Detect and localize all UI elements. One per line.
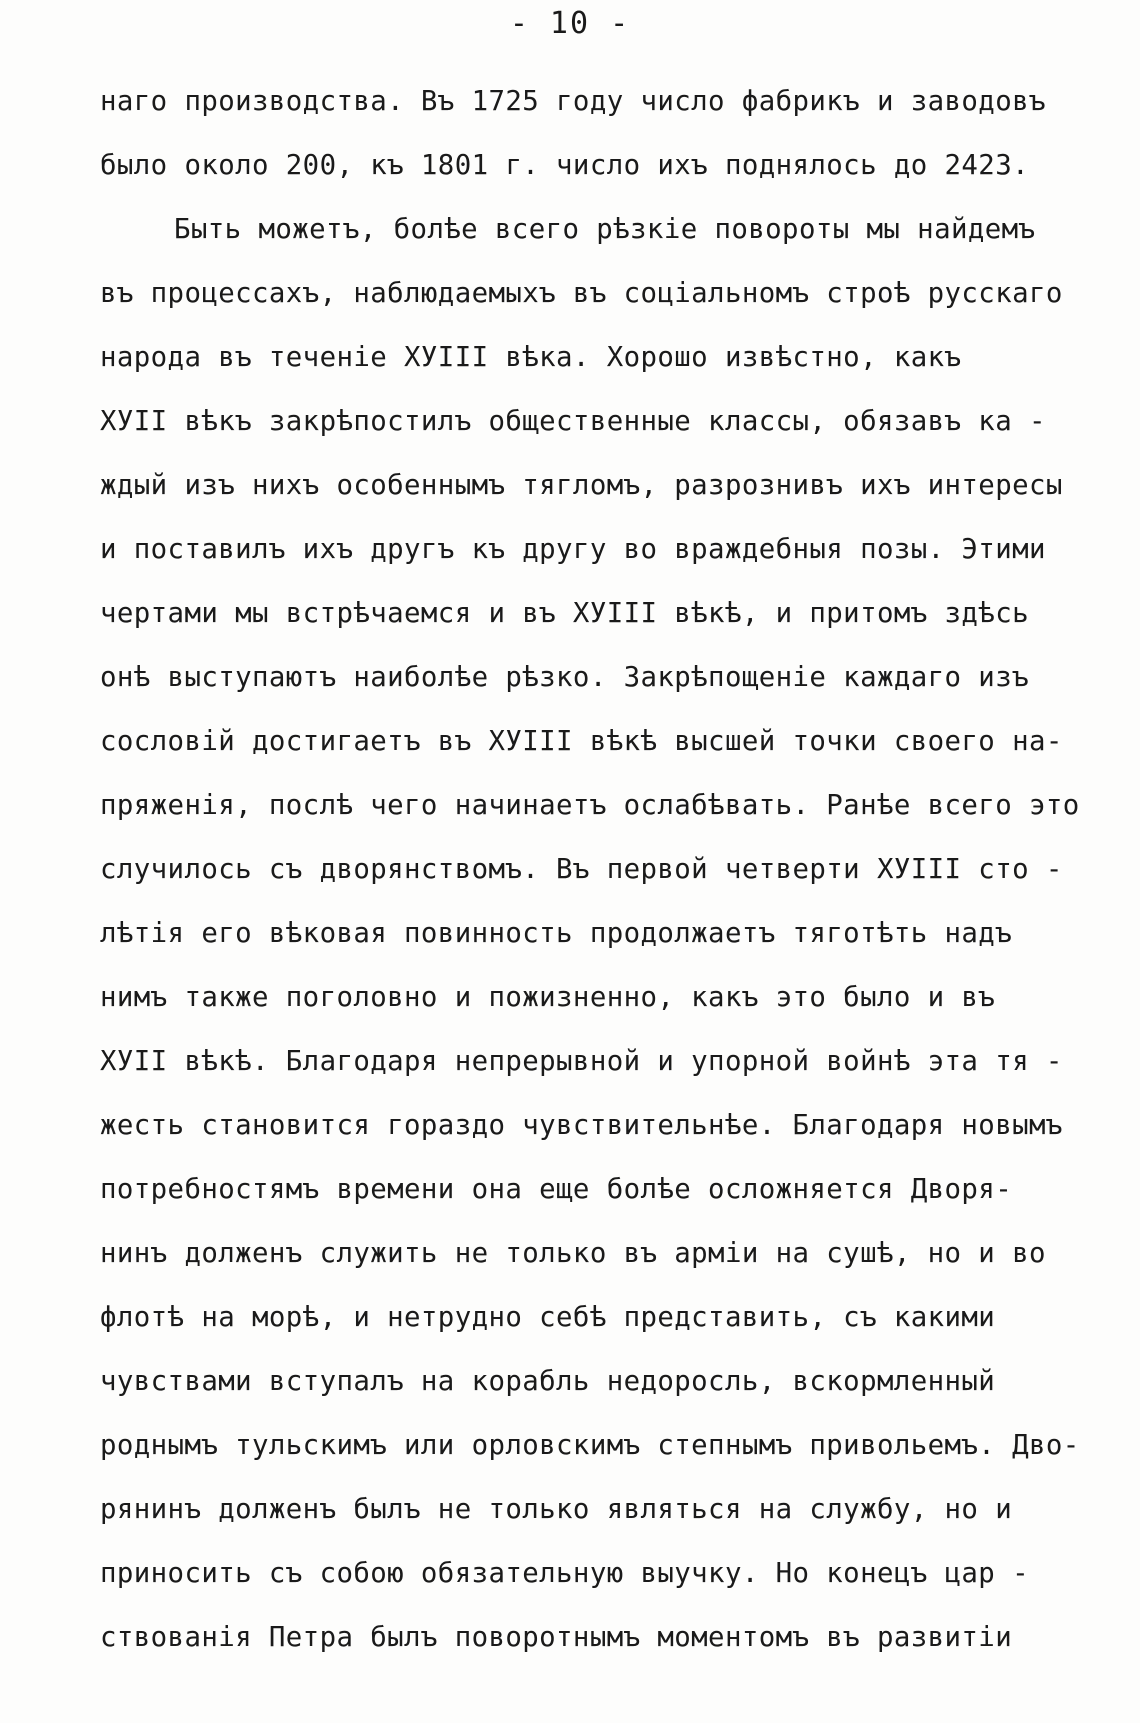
text-line: флотѣ на морѣ, и нетрудно себѣ представить, съ какими bbox=[100, 1302, 996, 1333]
text-line: ствованія Петра былъ поворотнымъ моментомъ въ развитіи bbox=[100, 1622, 1013, 1653]
text-line: рянинъ долженъ былъ не только являться на службу, но и bbox=[100, 1494, 1013, 1525]
text-line: роднымъ тульскимъ или орловскимъ степнымъ привольемъ. Дво- bbox=[100, 1430, 1080, 1461]
text-line: сословій достигаетъ въ ХУІІІ вѣкѣ высшей точки своего на- bbox=[100, 726, 1063, 757]
text-line: лѣтія его вѣковая повинность продолжаетъ тяготѣть надъ bbox=[100, 918, 1013, 949]
text-line: нимъ также поголовно и пожизненно, какъ это было и въ bbox=[100, 982, 996, 1013]
text-line: онѣ выступаютъ наиболѣе рѣзко. Закрѣпощеніе каждаго изъ bbox=[100, 662, 1029, 693]
text-line: случилось съ дворянствомъ. Въ первой четверти ХУІІІ сто - bbox=[100, 854, 1063, 885]
text-line: нинъ долженъ служить не только въ арміи на сушѣ, но и во bbox=[100, 1238, 1046, 1269]
text-line: чувствами вступалъ на корабль недоросль, вскормленный bbox=[100, 1366, 996, 1397]
text-line: наго производства. Въ 1725 году число фабрикъ и заводовъ bbox=[100, 86, 1046, 117]
text-line: чертами мы встрѣчаемся и въ ХУІІІ вѣкѣ, и притомъ здѣсь bbox=[100, 598, 1029, 629]
text-line: жесть становится гораздо чувствительнѣе. Благодаря новымъ bbox=[100, 1110, 1063, 1141]
text-line: ХУІІ вѣкѣ. Благодаря непрерывной и упорной войнѣ эта тя - bbox=[100, 1046, 1063, 1077]
paragraph-start-line: Быть можетъ, болѣе всего рѣзкіе повороты мы найдемъ bbox=[174, 214, 1036, 245]
text-line: ХУІІ вѣкъ закрѣпостилъ общественные классы, обязавъ ка - bbox=[100, 406, 1046, 437]
text-line: народа въ теченіе ХУІІІ вѣка. Хорошо извѣстно, какъ bbox=[100, 342, 962, 373]
text-line: потребностямъ времени она еще болѣе осложняется Дворя- bbox=[100, 1174, 1013, 1205]
text-line: пряженія, послѣ чего начинаетъ ослабѣвать. Ранѣе всего это bbox=[100, 790, 1080, 821]
text-line: приносить съ собою обязательную выучку. Но конецъ цар - bbox=[100, 1558, 1029, 1589]
text-line: ждый изъ нихъ особеннымъ тягломъ, разрознивъ ихъ интересы bbox=[100, 470, 1063, 501]
page-number: - 10 - bbox=[509, 6, 631, 41]
text-line: и поставилъ ихъ другъ къ другу во враждебныя позы. Этими bbox=[100, 534, 1046, 565]
body-text bbox=[100, 70, 1080, 1670]
text-line: было около 200, къ 1801 г. число ихъ поднялось до 2423. bbox=[100, 150, 1029, 181]
text-line: въ процессахъ, наблюдаемыхъ въ соціальномъ строѣ русскаго bbox=[100, 278, 1063, 309]
